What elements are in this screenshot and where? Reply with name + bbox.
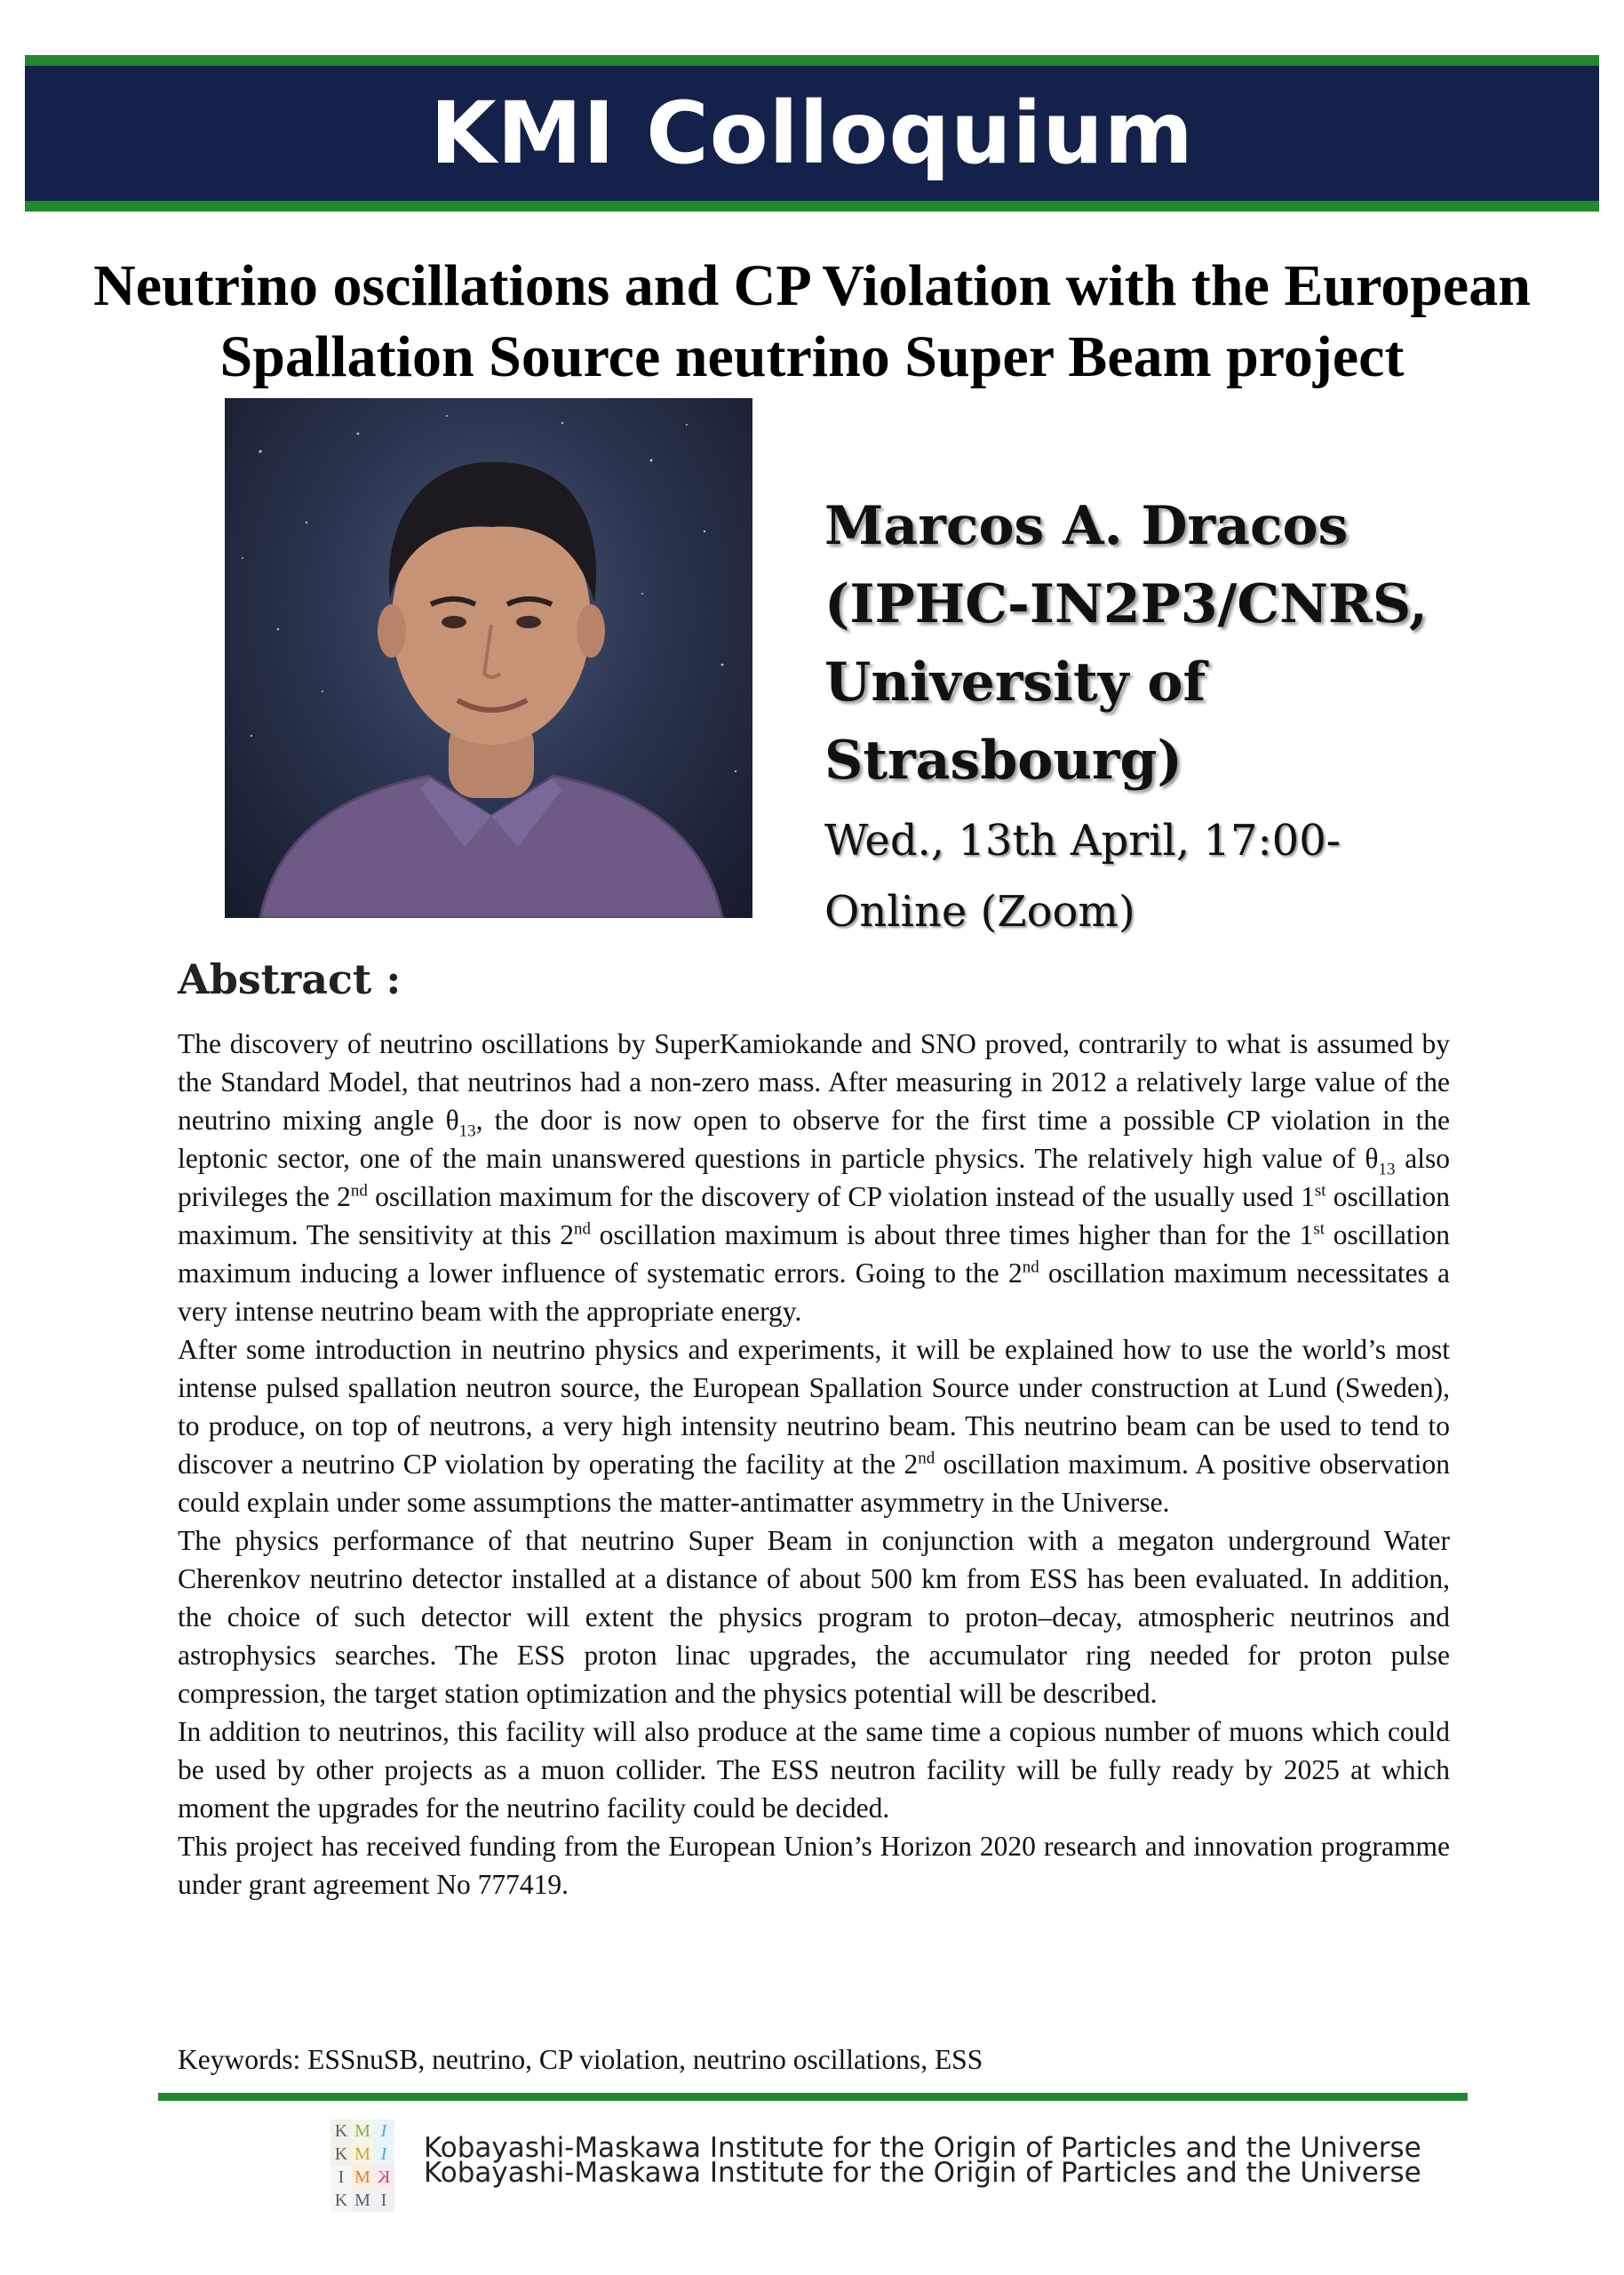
abstract-paragraph-1 [178,1025,1450,1330]
logo-cell: K [330,2143,352,2166]
abstract-p1-text-a: The discovery of neutrino oscillations by SuperKamiokande and SNO proved, contrarily to what is assumed by the Standard Model, that neutrinos had a non-zero mass. After measuring in 2012 a relatively large value of the neutrino mixing angle θ [178,1028,1450,1136]
logo-cell: I [330,2166,352,2189]
abstract-p1-sup-5: nd [1022,1257,1039,1277]
abstract-body [178,1025,1450,1904]
abstract-p1-text-f: oscillation maximum is about three times higher than for the 1 [590,1219,1314,1250]
logo-cell: M [352,2119,373,2143]
talk-title [36,251,1588,393]
logo-cell: I [373,2189,394,2212]
institute-name [424,2132,1421,2189]
abstract-p1-sup-3: nd [573,1219,591,1239]
abstract-p1-text-d: oscillation maximum for the discovery of CP violation instead of the usually used 1 [367,1181,1315,1212]
institute-name-line-2: Kobayashi-Maskawa Institute for the Origin of Particles and the Universe [424,2157,1421,2189]
abstract-p1-text-g: oscillation maximum inducing a lower influence of systematic errors. Going to the 2 [178,1219,1450,1289]
header-banner [25,66,1599,201]
keywords-line: Keywords: ESSnuSB, neutrino, CP violation, neutrino oscillations, ESS [178,2044,983,2075]
speaker-photo [225,398,752,918]
speaker-name: Marcos A. Dracos [824,495,1349,557]
event-date-time: Wed., 13th April, 17:00- [824,816,1341,866]
abstract-p2-sup-1: nd [918,1449,935,1468]
talk-title-line-1: Neutrino oscillations and CP Violation with the European [93,253,1531,318]
talk-title-line-2: Spallation Source neutrino Super Beam project [219,324,1405,389]
abstract-p2-text-a: After some introduction in neutrino physics and experiments, it will be explained how to use the world’s most intense pulsed spallation neutron source, the European Spallation Source under construction at Lund (Sweden), to produce, on top of neutrons, a very high intensity neutrino beam. This neutrino beam can be used to tend to discover a neutrino CP violation by operating the facility at the 2 [178,1334,1450,1480]
abstract-p1-sup-1: nd [350,1181,368,1201]
event-venue: Online (Zoom) [824,887,1135,937]
abstract-p1-text-b: , the door is now open to observe for the first time a possible CP violation in the leptonic sector, one of the main unanswered questions in particle physics. The relatively high value of θ [178,1105,1450,1174]
speaker-affiliation-line-3: Strasbourg) [824,730,1182,792]
banner-bottom-stripe [25,201,1599,212]
logo-cell: M [352,2143,373,2166]
abstract-p2-text-b: oscillation maximum. A positive observation could explain under some assumptions the matter-antimatter asymmetry in the Universe. [178,1449,1450,1518]
abstract-p1-sup-4: st [1313,1219,1325,1239]
kmi-logo [330,2119,394,2212]
abstract-paragraph-3: The physics performance of that neutrino Super Beam in conjunction with a megaton underground Water Cherenkov neutrino detector installed at a distance of about 500 km from ESS has been evaluated. In addition, the choice of such detector will extent the physics program to proton–decay, atmospheric neutrinos and astrophysics searches. The ESS proton linac upgrades, the accumulator ring needed for proton pulse compression, the target station optimization and the physics potential will be described. [178,1525,1450,1709]
logo-cell: M [352,2189,373,2212]
logo-cell: M [352,2166,373,2189]
abstract-p1-sub-2: 13 [1378,1160,1396,1179]
abstract-p1-sup-2: st [1314,1181,1326,1201]
banner-top-stripe [25,55,1599,66]
institute-name-line-1: Kobayashi-Maskawa Institute for the Origin of Particles and the Universe [424,2132,1421,2164]
speaker-affiliation-line-1: (IPHC-IN2P3/CNRS, [824,573,1428,635]
abstract-p1-sub-1: 13 [458,1122,476,1141]
abstract-heading: Abstract : [178,955,402,1003]
logo-cell: K [330,2189,352,2212]
logo-cell: I [373,2143,394,2166]
abstract-paragraph-5: This project has received funding from the European Union’s Horizon 2020 research and innovation programme under grant agreement No 777419. [178,1831,1450,1900]
abstract-paragraph-2 [178,1330,1450,1521]
abstract-paragraph-4: In addition to neutrinos, this facility will also produce at the same time a copious number of muons which could be used by other projects as a muon collider. The ESS neutron facility will be fully ready by 2025 at which moment the upgrades for the neutrino facility could be decided. [178,1716,1450,1824]
abstract-p1-text-e: oscillation maximum. The sensitivity at this 2 [178,1181,1450,1250]
logo-cell: K [373,2166,394,2189]
footer-divider [158,2093,1468,2101]
event-series-title: KMI Colloquium [430,84,1194,183]
logo-cell: I [373,2119,394,2143]
logo-cell: K [330,2119,352,2143]
abstract-p1-text-h: oscillation maximum necessitates a very intense neutrino beam with the appropriate energy. [178,1257,1450,1327]
speaker-block [824,487,1588,947]
speaker-portrait-illustration [225,398,752,918]
abstract-p1-text-c: also privileges the 2 [178,1143,1450,1212]
speaker-affiliation-line-2: University of [824,651,1206,714]
